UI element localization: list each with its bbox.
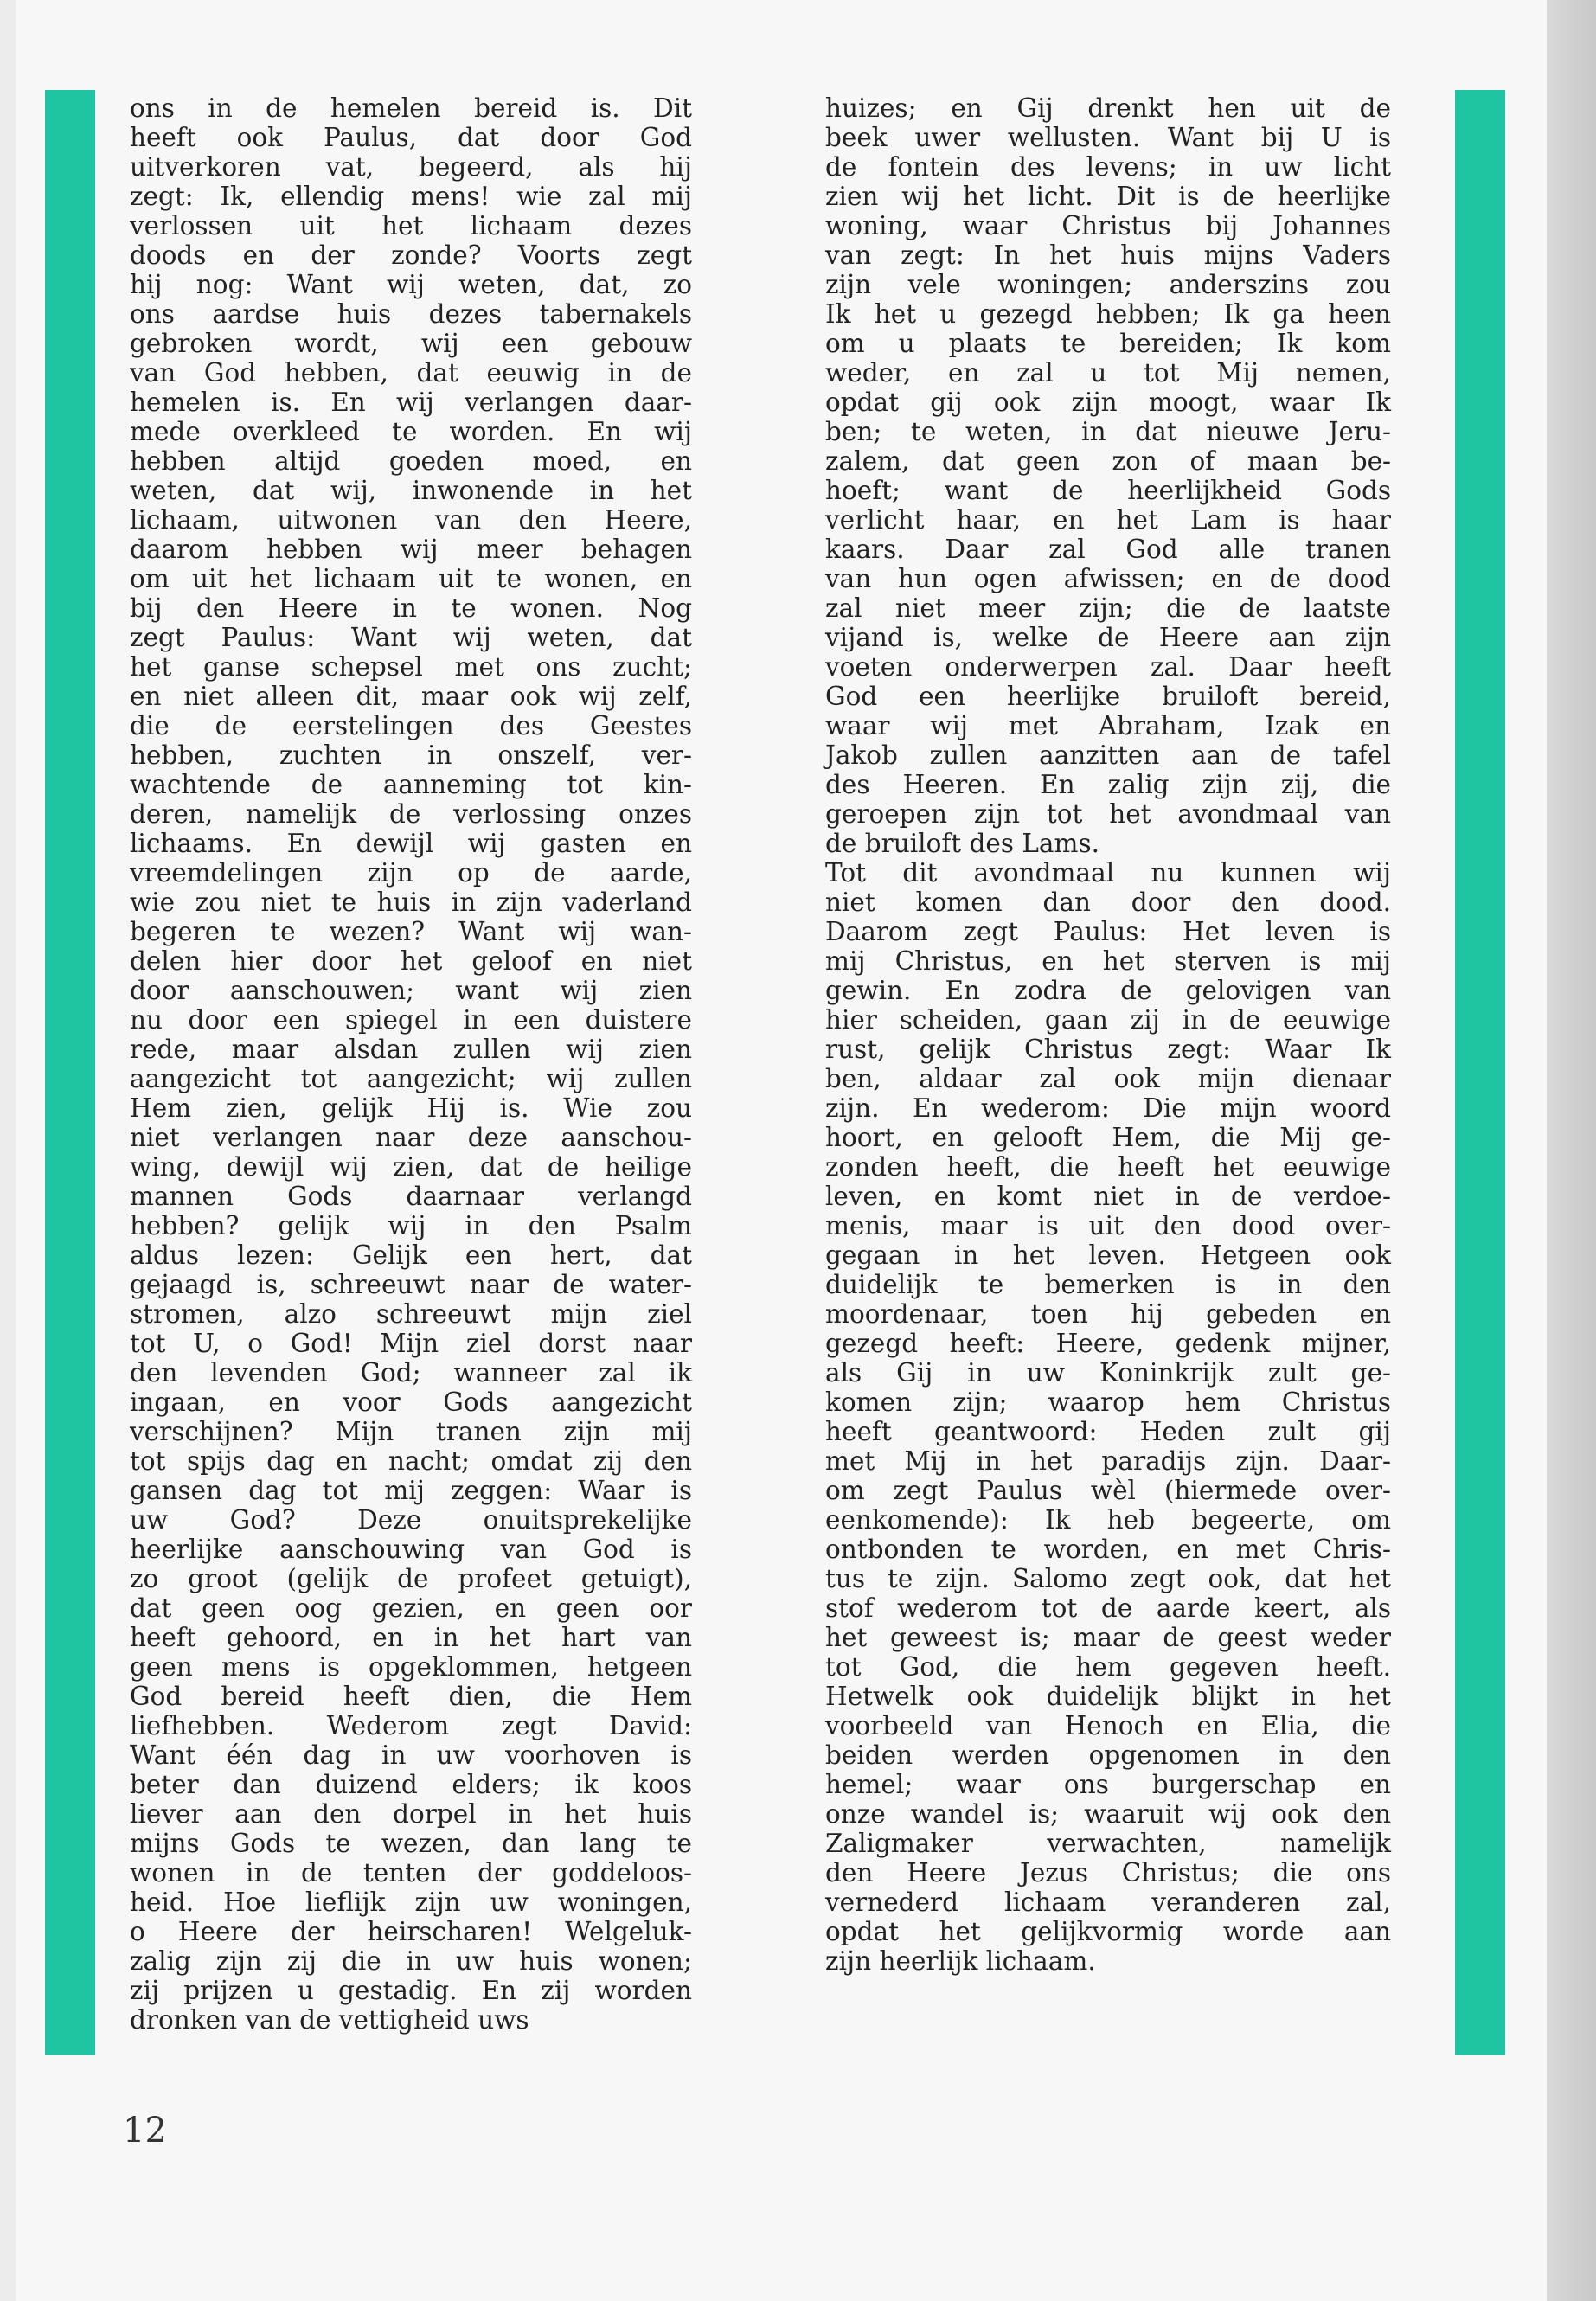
text-line: God bereid heeft dien, die Hem [130,1682,692,1711]
text-line: hij nog: Want wij weten, dat, zo [130,270,692,299]
text-line: van zegt: In het huis mijns Vaders [825,240,1391,270]
text-line: van God hebben, dat eeuwig in de [130,358,692,388]
text-line: gebroken wordt, wij een gebouw [130,329,692,358]
text-line: begeren te wezen? Want wij wan- [130,917,692,946]
text-line: mede overkleed te worden. En wij [130,417,692,446]
text-line: zijn heerlijk lichaam. [825,1946,1096,1976]
left-accent-bar [45,90,95,2055]
text-line: hier scheiden, gaan zij in de eeuwige [825,1005,1391,1035]
text-line: zalig zijn zij die in uw huis wonen; [130,1946,692,1976]
text-line: duidelijk te bemerken is in den [825,1270,1391,1299]
text-line: dat geen oog gezien, en geen oor [130,1593,692,1623]
text-line: liefhebben. Wederom zegt David: [130,1711,692,1740]
text-line: doods en der zonde? Voorts zegt [130,240,692,270]
text-line: gegaan in het leven. Hetgeen ook [825,1240,1391,1270]
text-line: voeten onderwerpen zal. Daar heeft [825,652,1391,682]
text-line: Want één dag in uw voorhoven is [130,1740,692,1770]
text-line: die de eerstelingen des Geestes [130,711,692,740]
text-line: heerlijke aanschouwing van God is [130,1535,692,1564]
text-line: tot spijs dag en nacht; omdat zij den [130,1446,692,1476]
text-line: weten, dat wij, inwonende in het [130,476,692,505]
text-line: den levenden God; wanneer zal ik [130,1358,692,1388]
text-line: en niet alleen dit, maar ook wij zelf, [130,682,692,711]
text-line: vernederd lichaam veranderen zal, [825,1888,1391,1917]
text-line: nu door een spiegel in een duistere [130,1005,692,1035]
text-line: weder, en zal u tot Mij nemen, [825,358,1391,388]
text-line: rede, maar alsdan zullen wij zien [130,1035,692,1064]
text-line: Jakob zullen aanzitten aan de tafel [825,740,1391,770]
left-text-column [130,93,692,2035]
text-line: zalem, dat geen zon of maan be- [825,446,1391,476]
text-line: gezegd heeft: Heere, gedenk mijner, [825,1329,1391,1358]
text-line: heeft gehoord, en in het hart van [130,1623,692,1652]
text-line: door aanschouwen; want wij zien [130,976,692,1005]
text-line: opdat het gelijkvormig worde aan [825,1917,1391,1946]
right-text-column [825,93,1391,1976]
text-line: Hetwelk ook duidelijk blijkt in het [825,1682,1391,1711]
text-line: delen hier door het geloof en niet [130,946,692,976]
text-line: mannen Gods daarnaar verlangd [130,1182,692,1211]
text-line: mij Christus, en het sterven is mij [825,946,1391,976]
text-line: om uit het lichaam uit te wonen, en [130,564,692,593]
text-line: niet verlangen naar deze aanschou- [130,1123,692,1152]
text-line: wing, dewijl wij zien, dat de heilige [130,1152,692,1182]
text-line: verlossen uit het lichaam dezes [130,211,692,240]
text-line: tot God, die hem gegeven heeft. [825,1652,1391,1682]
text-line: Daarom zegt Paulus: Het leven is [825,917,1391,946]
text-line: heeft geantwoord: Heden zult gij [825,1417,1391,1446]
text-line: zonden heeft, die heeft het eeuwige [825,1152,1391,1182]
text-line: lichaams. En dewijl wij gasten en [130,829,692,858]
right-accent-bar [1455,90,1505,2055]
text-line: geroepen zijn tot het avondmaal van [825,799,1391,829]
text-line: God een heerlijke bruiloft bereid, [825,682,1391,711]
text-line: mijns Gods te wezen, dan lang te [130,1829,692,1858]
text-line: onze wandel is; waaruit wij ook den [825,1799,1391,1829]
text-line: van hun ogen afwissen; en de dood [825,564,1391,593]
text-line: huizes; en Gij drenkt hen uit de [825,93,1391,123]
text-line: om u plaats te bereiden; Ik kom [825,329,1391,358]
text-line: uitverkoren vat, begeerd, als hij [130,152,692,182]
text-line: woning, waar Christus bij Johannes [825,211,1391,240]
text-line: zijn. En wederom: Die mijn woord [825,1093,1391,1123]
text-line: vreemdelingen zijn op de aarde, [130,858,692,888]
text-line: hoeft; want de heerlijkheid Gods [825,476,1391,505]
text-line: het geweest is; maar de geest weder [825,1623,1391,1652]
text-line: zo groot (gelijk de profeet getuigt), [130,1564,692,1593]
text-line: tus te zijn. Salomo zegt ook, dat het [825,1564,1391,1593]
text-line: verschijnen? Mijn tranen zijn mij [130,1417,692,1446]
text-line: wachtende de aanneming tot kin- [130,770,692,799]
text-line: kaars. Daar zal God alle tranen [825,535,1391,564]
text-line: de fontein des levens; in uw licht [825,152,1391,182]
text-line: deren, namelijk de verlossing onzes [130,799,692,829]
text-line: zegt: Ik, ellendig mens! wie zal mij [130,182,692,211]
text-line: beek uwer wellusten. Want bij U is [825,123,1391,152]
text-line: voorbeeld van Henoch en Elia, die [825,1711,1391,1740]
text-line: tot U, o God! Mijn ziel dorst naar [130,1329,692,1358]
text-line: des Heeren. En zalig zijn zij, die [825,770,1391,799]
text-line: leven, en komt niet in de verdoe- [825,1182,1391,1211]
text-line: beiden werden opgenomen in den [825,1740,1391,1770]
text-line: hebben? gelijk wij in den Psalm [130,1211,692,1240]
text-line: stof wederom tot de aarde keert, als [825,1593,1391,1623]
text-line: niet komen dan door den dood. [825,888,1391,917]
text-line: den Heere Jezus Christus; die ons [825,1858,1391,1888]
text-line: met Mij in het paradijs zijn. Daar- [825,1446,1391,1476]
text-line: als Gij in uw Koninkrijk zult ge- [825,1358,1391,1388]
text-line: gewin. En zodra de gelovigen van [825,976,1391,1005]
text-line: het ganse schepsel met ons zucht; [130,652,692,682]
text-line: heeft ook Paulus, dat door God [130,123,692,152]
text-line: zien wij het licht. Dit is de heerlijke [825,182,1391,211]
text-line: gansen dag tot mij zeggen: Waar is [130,1476,692,1505]
text-line: vijand is, welke de Heere aan zijn [825,623,1391,652]
text-line: Zaligmaker verwachten, namelijk [825,1829,1391,1858]
text-line: wonen in de tenten der goddeloos- [130,1858,692,1888]
text-line: aangezicht tot aangezicht; wij zullen [130,1064,692,1093]
text-line: Hem zien, gelijk Hij is. Wie zou [130,1093,692,1123]
text-line: hoort, en gelooft Hem, die Mij ge- [825,1123,1391,1152]
text-line: eenkomende): Ik heb begeerte, om [825,1505,1391,1535]
text-line: zegt Paulus: Want wij weten, dat [130,623,692,652]
text-line: ons in de hemelen bereid is. Dit [130,93,692,123]
text-line: verlicht haar, en het Lam is haar [825,505,1391,535]
text-line: beter dan duizend elders; ik koos [130,1770,692,1799]
text-line: bij den Heere in te wonen. Nog [130,593,692,623]
text-line: hemel; waar ons burgerschap en [825,1770,1391,1799]
text-line: de bruiloft des Lams. [825,829,1100,858]
text-line: wie zou niet te huis in zijn vaderland [130,888,692,917]
text-line: Tot dit avondmaal nu kunnen wij [825,858,1391,888]
text-line: zal niet meer zijn; die de laatste [825,593,1391,623]
text-line: hebben altijd goeden moed, en [130,446,692,476]
text-line: ben; te weten, in dat nieuwe Jeru- [825,417,1391,446]
text-line: heid. Hoe lieflijk zijn uw woningen, [130,1888,692,1917]
text-line: zij prijzen u gestadig. En zij worden [130,1976,692,2005]
text-line: uw God? Deze onuitsprekelijke [130,1505,692,1535]
text-line: hebben, zuchten in onszelf, ver- [130,740,692,770]
binding-edge [1547,0,1596,2301]
text-line: waar wij met Abraham, Izak en [825,711,1391,740]
text-line: ons aardse huis dezes tabernakels [130,299,692,329]
text-line: ontbonden te worden, en met Chris- [825,1535,1391,1564]
text-line: o Heere der heirscharen! Welgeluk- [130,1917,692,1946]
text-line: stromen, alzo schreeuwt mijn ziel [130,1299,692,1329]
text-line: opdat gij ook zijn moogt, waar Ik [825,388,1391,417]
text-line: om zegt Paulus wèl (hiermede over- [825,1476,1391,1505]
text-line: geen mens is opgeklommen, hetgeen [130,1652,692,1682]
text-line: liever aan den dorpel in het huis [130,1799,692,1829]
text-line: ingaan, en voor Gods aangezicht [130,1388,692,1417]
text-line: menis, maar is uit den dood over- [825,1211,1391,1240]
page-number: 12 [123,2111,167,2150]
text-line: gejaagd is, schreeuwt naar de water- [130,1270,692,1299]
text-line: komen zijn; waarop hem Christus [825,1388,1391,1417]
text-line: lichaam, uitwonen van den Heere, [130,505,692,535]
text-line: moordenaar, toen hij gebeden en [825,1299,1391,1329]
text-line: daarom hebben wij meer behagen [130,535,692,564]
text-line: aldus lezen: Gelijk een hert, dat [130,1240,692,1270]
text-line: dronken van de vettigheid uws [130,2005,529,2035]
text-line: hemelen is. En wij verlangen daar- [130,388,692,417]
book-page [16,0,1547,2301]
text-line: zijn vele woningen; anderszins zou [825,270,1391,299]
text-line: ben, aldaar zal ook mijn dienaar [825,1064,1391,1093]
text-line: Ik het u gezegd hebben; Ik ga heen [825,299,1391,329]
text-line: rust, gelijk Christus zegt: Waar Ik [825,1035,1391,1064]
